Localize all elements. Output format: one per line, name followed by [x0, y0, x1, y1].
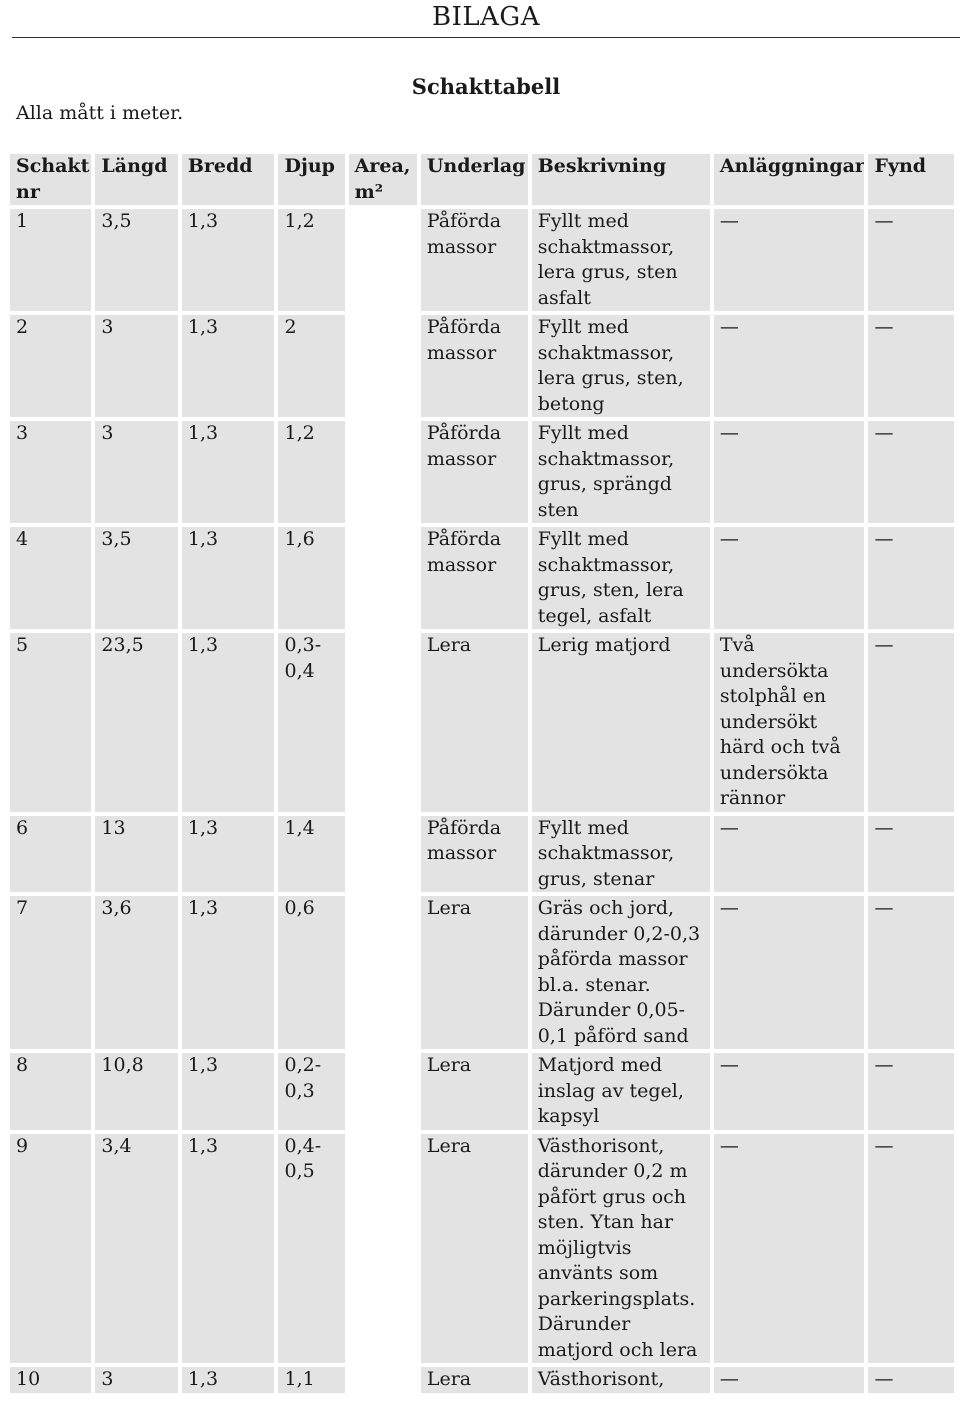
cell-djup: 1,1 — [278, 1367, 344, 1393]
table-row — [10, 896, 954, 1049]
table-header-row — [10, 154, 954, 205]
trench-table — [6, 150, 958, 1397]
cell-area — [349, 209, 417, 311]
cell-langd: 3 — [95, 1367, 177, 1393]
column-header-area: Area, m² — [349, 154, 417, 205]
cell-djup: 0,6 — [278, 896, 344, 1049]
table-row — [10, 816, 954, 893]
cell-area — [349, 633, 417, 812]
cell-bredd: 1,3 — [182, 896, 275, 1049]
column-header-djup: Djup — [278, 154, 344, 205]
column-header-bredd: Bredd — [182, 154, 275, 205]
cell-beskrivning: Fyllt med schaktmassor, lera grus, sten, betong — [532, 315, 710, 417]
cell-bredd: 1,3 — [182, 421, 275, 523]
cell-fynd: — — [868, 1367, 954, 1393]
cell-beskrivning: Matjord med inslag av tegel, kapsyl — [532, 1053, 710, 1130]
appendix-label: BILAGA — [432, 2, 540, 32]
cell-anlaggningar: — — [714, 1053, 865, 1130]
cell-area — [349, 527, 417, 629]
cell-anlaggningar: — — [714, 527, 865, 629]
cell-langd: 3 — [95, 315, 177, 417]
cell-underlag: Lera — [421, 1367, 528, 1393]
cell-anlaggningar: Två undersökta stolphål en undersökt härd och två undersökta rännor — [714, 633, 865, 812]
cell-schakt-nr: 2 — [10, 315, 91, 417]
table-row — [10, 1053, 954, 1130]
cell-bredd: 1,3 — [182, 315, 275, 417]
cell-bredd: 1,3 — [182, 633, 275, 812]
cell-underlag: Lera — [421, 1053, 528, 1130]
table-body — [10, 209, 954, 1393]
cell-schakt-nr: 3 — [10, 421, 91, 523]
cell-area — [349, 1053, 417, 1130]
cell-fynd: — — [868, 421, 954, 523]
column-header-underlag: Underlag — [421, 154, 528, 205]
cell-underlag: Påförda massor — [421, 527, 528, 629]
cell-djup: 1,6 — [278, 527, 344, 629]
cell-underlag: Påförda massor — [421, 209, 528, 311]
cell-langd: 3,4 — [95, 1134, 177, 1364]
cell-underlag: Påförda massor — [421, 315, 528, 417]
cell-beskrivning: Lerig matjord — [532, 633, 710, 812]
column-header-anlaggningar: Anläggningar — [714, 154, 865, 205]
cell-area — [349, 896, 417, 1049]
cell-langd: 23,5 — [95, 633, 177, 812]
cell-schakt-nr: 6 — [10, 816, 91, 893]
cell-area — [349, 1134, 417, 1364]
cell-fynd: — — [868, 1134, 954, 1364]
table-row — [10, 1134, 954, 1364]
cell-anlaggningar: — — [714, 209, 865, 311]
cell-underlag: Lera — [421, 633, 528, 812]
cell-beskrivning: Fyllt med schaktmassor, grus, sprängd sten — [532, 421, 710, 523]
cell-anlaggningar: — — [714, 315, 865, 417]
cell-underlag: Lera — [421, 896, 528, 1049]
cell-langd: 3,5 — [95, 527, 177, 629]
cell-beskrivning: Fyllt med schaktmassor, lera grus, sten asfalt — [532, 209, 710, 311]
cell-bredd: 1,3 — [182, 1134, 275, 1364]
table-row — [10, 1367, 954, 1393]
cell-langd: 3 — [95, 421, 177, 523]
cell-beskrivning: Västhorisont, — [532, 1367, 710, 1393]
cell-fynd: — — [868, 315, 954, 417]
column-header-beskrivning: Beskrivning — [532, 154, 710, 205]
cell-langd: 3,5 — [95, 209, 177, 311]
cell-langd: 3,6 — [95, 896, 177, 1049]
cell-schakt-nr: 1 — [10, 209, 91, 311]
cell-anlaggningar: — — [714, 1134, 865, 1364]
cell-langd: 10,8 — [95, 1053, 177, 1130]
cell-schakt-nr: 9 — [10, 1134, 91, 1364]
cell-djup: 1,2 — [278, 209, 344, 311]
cell-area — [349, 315, 417, 417]
cell-beskrivning: Fyllt med schaktmassor, grus, stenar — [532, 816, 710, 893]
cell-langd: 13 — [95, 816, 177, 893]
cell-anlaggningar: — — [714, 816, 865, 893]
cell-schakt-nr: 10 — [10, 1367, 91, 1393]
cell-bredd: 1,3 — [182, 1053, 275, 1130]
cell-fynd: — — [868, 816, 954, 893]
cell-beskrivning: Västhorisont, därunder 0,2 m påfört grus och sten. Ytan har möjligtvis använts som parkeringsplats. Därunder matjord och lera — [532, 1134, 710, 1364]
cell-djup: 0,4-0,5 — [278, 1134, 344, 1364]
column-header-schakt-nr: Schakt nr — [10, 154, 91, 205]
table-title: Schakttabell — [411, 74, 561, 99]
cell-schakt-nr: 4 — [10, 527, 91, 629]
cell-bredd: 1,3 — [182, 209, 275, 311]
cell-fynd: — — [868, 633, 954, 812]
cell-fynd: — — [868, 1053, 954, 1130]
table-row — [10, 421, 954, 523]
cell-djup: 2 — [278, 315, 344, 417]
cell-schakt-nr: 7 — [10, 896, 91, 1049]
cell-anlaggningar: — — [714, 1367, 865, 1393]
table-row — [10, 633, 954, 812]
cell-beskrivning: Gräs och jord, därunder 0,2-0,3 påförda massor bl.a. stenar. Därunder 0,05-0,1 påförd sand — [532, 896, 710, 1049]
cell-fynd: — — [868, 209, 954, 311]
table-row — [10, 527, 954, 629]
cell-bredd: 1,3 — [182, 527, 275, 629]
cell-fynd: — — [868, 896, 954, 1049]
cell-area — [349, 816, 417, 893]
cell-djup: 1,4 — [278, 816, 344, 893]
cell-underlag: Påförda massor — [421, 421, 528, 523]
units-note: Alla mått i meter. — [16, 102, 184, 124]
cell-fynd: — — [868, 527, 954, 629]
cell-underlag: Påförda massor — [421, 816, 528, 893]
column-header-fynd: Fynd — [868, 154, 954, 205]
cell-anlaggningar: — — [714, 896, 865, 1049]
header-divider — [12, 37, 960, 38]
cell-bredd: 1,3 — [182, 1367, 275, 1393]
cell-area — [349, 421, 417, 523]
table-row — [10, 315, 954, 417]
cell-djup: 0,2-0,3 — [278, 1053, 344, 1130]
cell-schakt-nr: 8 — [10, 1053, 91, 1130]
cell-djup: 1,2 — [278, 421, 344, 523]
cell-anlaggningar: — — [714, 421, 865, 523]
cell-bredd: 1,3 — [182, 816, 275, 893]
cell-beskrivning: Fyllt med schaktmassor, grus, sten, lera tegel, asfalt — [532, 527, 710, 629]
column-header-langd: Längd — [95, 154, 177, 205]
cell-underlag: Lera — [421, 1134, 528, 1364]
table-row — [10, 209, 954, 311]
cell-schakt-nr: 5 — [10, 633, 91, 812]
cell-djup: 0,3-0,4 — [278, 633, 344, 812]
cell-area — [349, 1367, 417, 1393]
